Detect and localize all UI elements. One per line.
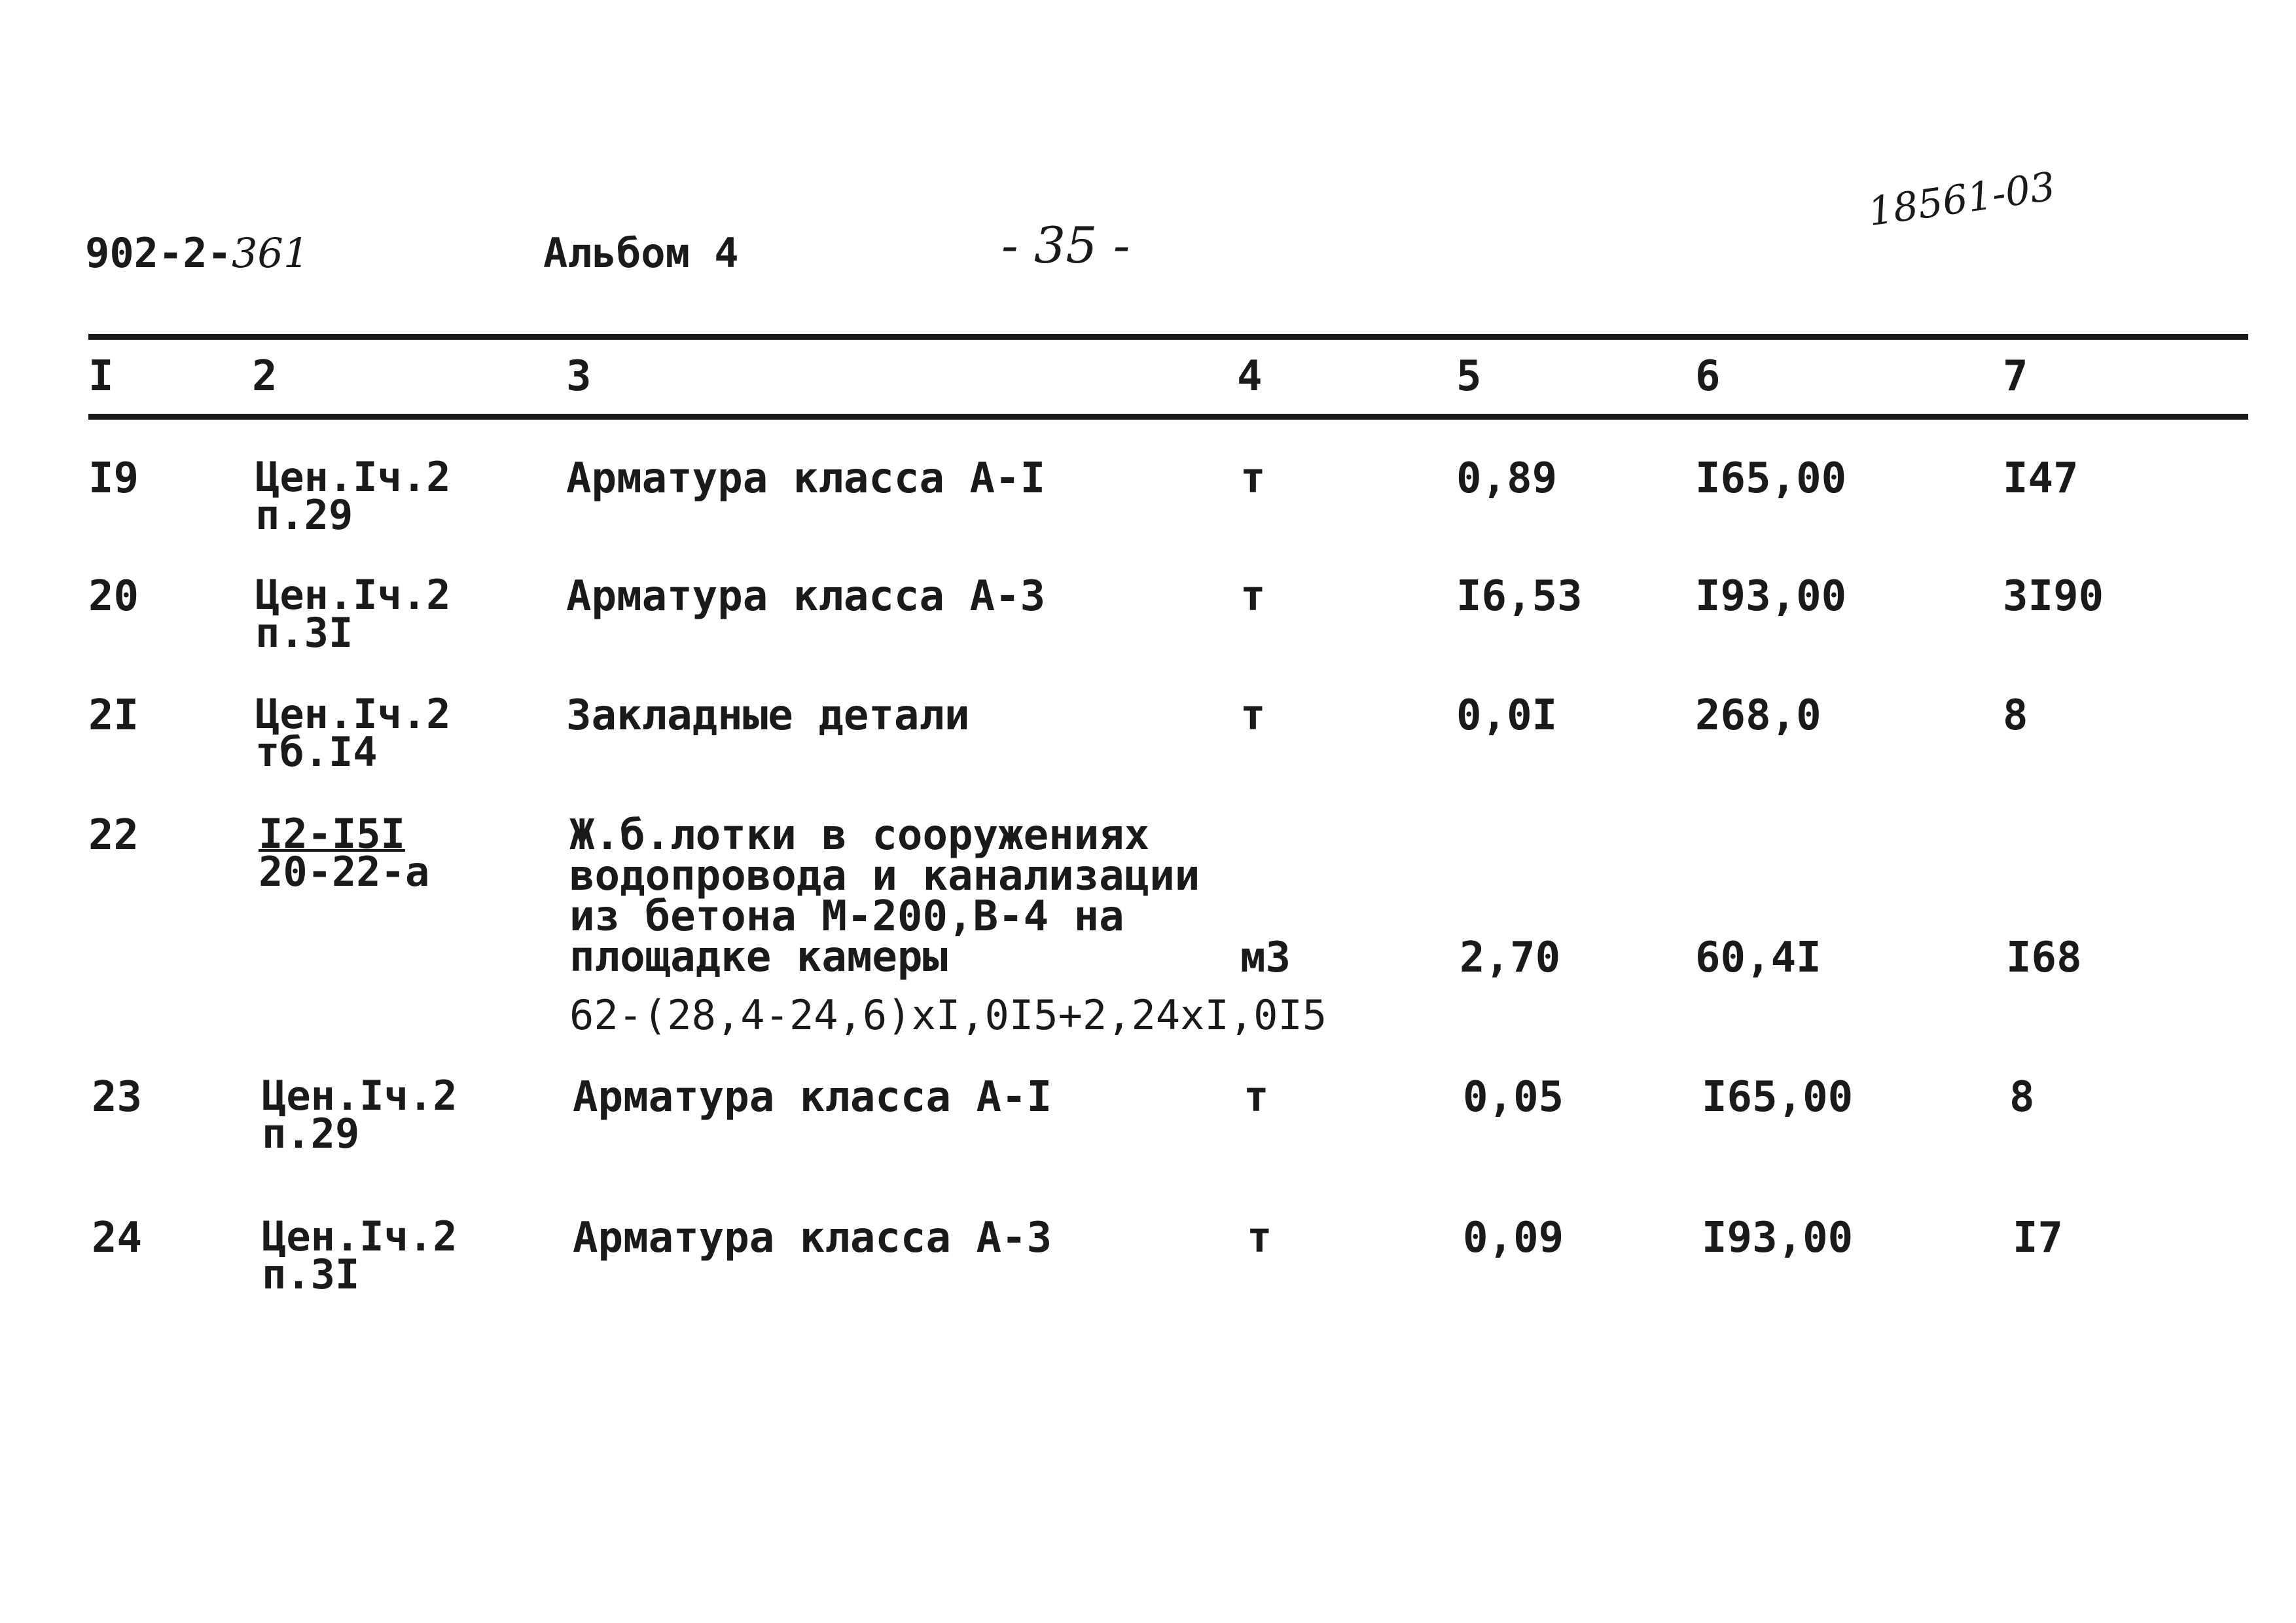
table-header-rule <box>88 414 2248 420</box>
reference <box>255 453 451 539</box>
unit: т <box>1240 691 1266 740</box>
item-name-line-2: водопровода и канализации <box>569 852 1200 900</box>
reference-line-2: п.3I <box>262 1250 360 1298</box>
row-number: 23 <box>92 1073 143 1122</box>
column-header-3: 3 <box>566 352 592 401</box>
item-name: Арматура класса А-3 <box>573 1214 1052 1262</box>
unit: т <box>1244 1073 1269 1122</box>
reference-line-2: п.29 <box>255 491 353 539</box>
quantity: 0,09 <box>1463 1214 1564 1262</box>
row-number: 22 <box>88 811 139 860</box>
reference-line-2: п.29 <box>262 1110 360 1158</box>
total-cost: 3I90 <box>2003 572 2104 621</box>
document-code <box>85 229 309 277</box>
unit-price: I93,00 <box>1695 572 1847 621</box>
reference <box>255 690 451 776</box>
item-name: Закладные детали <box>566 691 970 740</box>
reference-line-2: п.3I <box>255 609 353 657</box>
reference <box>262 1072 457 1158</box>
total-cost: 8 <box>2009 1073 2035 1122</box>
archive-number: 18561-03 <box>1865 163 2058 236</box>
unit-price: I65,00 <box>1695 454 1847 503</box>
album-label: Альбом 4 <box>543 229 739 277</box>
row-number: 24 <box>92 1214 143 1262</box>
column-header-1: I <box>88 352 114 401</box>
unit: т <box>1247 1214 1272 1262</box>
item-name: Арматура класса А-3 <box>566 572 1046 621</box>
row-number: 20 <box>88 572 139 621</box>
column-header-4: 4 <box>1237 352 1263 401</box>
reference-line-2: тб.I4 <box>255 728 378 776</box>
quantity: 0,0I <box>1456 691 1558 740</box>
page-number: - 35 - <box>1001 216 1130 274</box>
reference-numerator: I2-I5I <box>259 810 405 858</box>
quantity: 2,70 <box>1460 934 1561 982</box>
document-code-suffix: 361 <box>231 229 310 277</box>
item-name <box>569 811 1200 981</box>
reference-line-1: Цен.Iч.2 <box>255 453 451 501</box>
item-name-line-1: Ж.б.лотки в сооружениях <box>569 811 1150 860</box>
item-name: Арматура класса А-I <box>566 454 1046 503</box>
reference-line-1: Цен.Iч.2 <box>262 1213 457 1260</box>
volume-formula: 62-(28,4-24,6)хI,0I5+2,24хI,0I5 <box>569 991 1327 1039</box>
unit: т <box>1240 572 1266 621</box>
total-cost: I7 <box>2013 1214 2064 1262</box>
reference <box>262 1213 457 1298</box>
unit: м3 <box>1240 934 1291 982</box>
quantity: 0,89 <box>1456 454 1558 503</box>
row-number: I9 <box>88 454 139 503</box>
document-code-prefix: 902-2- <box>85 229 232 277</box>
item-name-line-4: площадке камеры <box>569 933 948 981</box>
reference-line-1: Цен.Iч.2 <box>255 690 451 738</box>
column-header-5: 5 <box>1456 352 1482 401</box>
unit-price: I65,00 <box>1702 1073 1854 1122</box>
column-header-2: 2 <box>252 352 278 401</box>
row-number: 2I <box>88 691 139 740</box>
reference-line-1: Цен.Iч.2 <box>255 571 451 619</box>
quantity: I6,53 <box>1456 572 1583 621</box>
reference-line-1: Цен.Iч.2 <box>262 1072 457 1120</box>
quantity: 0,05 <box>1463 1073 1564 1122</box>
table-top-rule <box>88 334 2248 340</box>
item-name-line-3: из бетона М-200,В-4 на <box>569 892 1124 941</box>
total-cost: 8 <box>2003 691 2028 740</box>
unit-price: 268,0 <box>1695 691 1821 740</box>
reference-denominator: 20-22-а <box>259 848 430 896</box>
column-header-6: 6 <box>1695 352 1721 401</box>
unit-price: I93,00 <box>1702 1214 1854 1262</box>
total-cost: I47 <box>2003 454 2079 503</box>
total-cost: I68 <box>2006 934 2082 982</box>
reference-fraction <box>259 810 430 896</box>
reference <box>255 571 451 657</box>
unit-price: 60,4I <box>1695 934 1821 982</box>
unit: т <box>1240 454 1266 503</box>
item-name: Арматура класса А-I <box>573 1073 1052 1122</box>
column-header-7: 7 <box>2003 352 2028 401</box>
